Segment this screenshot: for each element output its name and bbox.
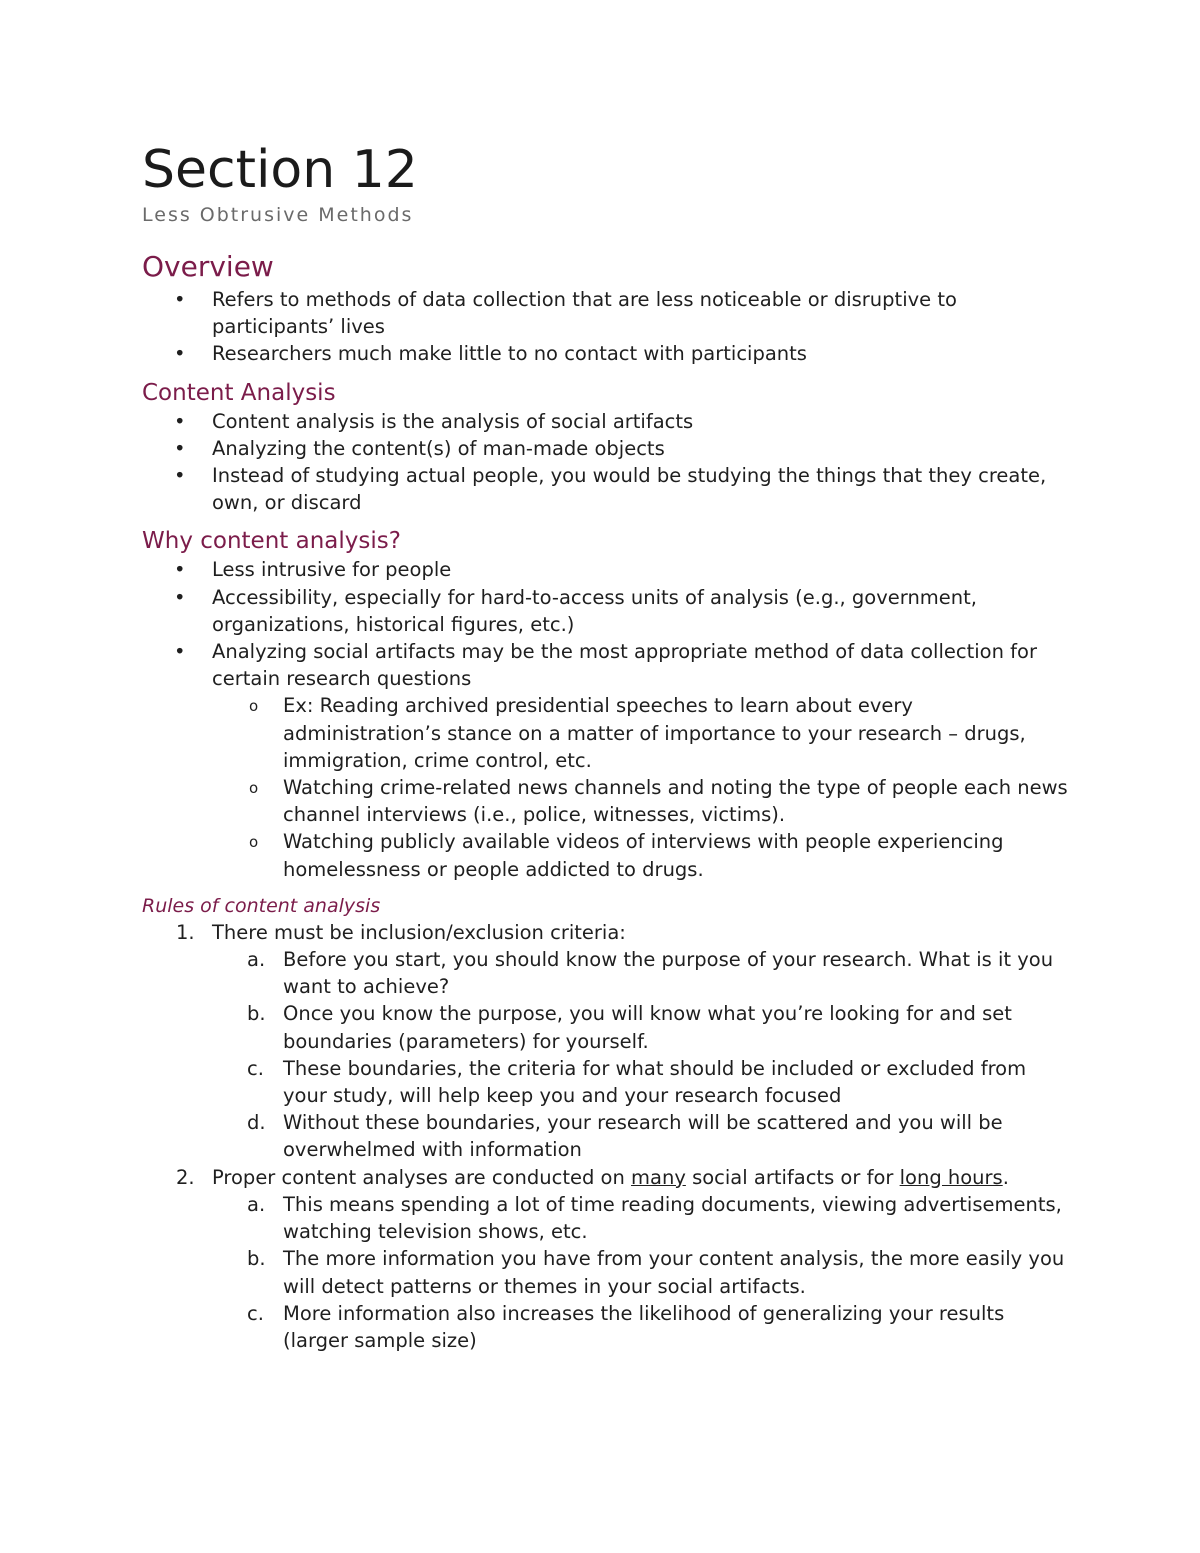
sub-rule-item (212, 1300, 1072, 1354)
sub-rule-letter: c. (247, 1056, 264, 1080)
list-item: • Refers to methods of data collection that are less noticeable or disruptive to participants’ lives (142, 286, 1072, 340)
rule-number: 1. (176, 920, 195, 944)
sub-rule-letter: b. (247, 1247, 266, 1271)
list-item: • Researchers much make little to no contact with participants (142, 340, 1072, 367)
rule-sub-list (212, 1191, 1072, 1354)
sub-rule-text: Before you start, you should know the purpose of your research. What is it you want to achieve? (283, 948, 1054, 999)
sub-rule-item (212, 946, 1072, 1000)
sub-rule-text: These boundaries, the criteria for what should be included or excluded from your study, will help keep you and your research focused (283, 1056, 1027, 1108)
list-item (142, 638, 1072, 883)
why-list (142, 556, 1072, 882)
sub-rule-text: This means spending a lot of time reading documents, viewing advertisements, watching television shows, etc. (283, 1192, 1062, 1244)
list-item: • Instead of studying actual people, you would be studying the things that they create, own, or discard (142, 462, 1072, 516)
rule-text-part: social artifacts or for (685, 1165, 900, 1189)
rule-text-part: . (1002, 1165, 1009, 1189)
list-item: • Accessibility, especially for hard-to-access units of analysis (e.g., government, organizations, historical figures, etc.) (142, 584, 1072, 638)
rule-text-part: Proper content analyses are conducted on (212, 1165, 632, 1189)
sub-rule-text: The more information you have from your content analysis, the more easily you will detect patterns or themes in your social artifacts. (283, 1247, 1065, 1298)
sub-rule-item (212, 1191, 1072, 1245)
rules-heading: Rules of content analysis (142, 894, 381, 917)
page-subtitle: Less Obtrusive Methods (142, 204, 414, 226)
rule-text: There must be inclusion/exclusion criteria: (212, 920, 626, 944)
sub-rule-text: Without these boundaries, your research will be scattered and you will be overwhelmed with information (283, 1111, 1003, 1162)
sub-rule-letter: d. (247, 1111, 266, 1135)
rule-item (142, 1164, 1072, 1354)
content-analysis-list (142, 408, 1072, 517)
rules-list (142, 919, 1072, 1354)
sub-rule-item (212, 1245, 1072, 1299)
sub-list-item: o Watching publicly available videos of interviews with people experiencing homelessness or people addicted to drugs. (212, 828, 1072, 882)
list-item-text: Analyzing social artifacts may be the most appropriate method of data collection for certain research questions (212, 640, 1037, 691)
sub-rule-item (212, 1055, 1072, 1109)
sub-rule-text: Once you know the purpose, you will know what you’re looking for and set boundaries (parameters) for yourself. (283, 1002, 1012, 1053)
why-content-analysis-heading: Why content analysis? (142, 528, 401, 555)
sub-rule-letter: c. (247, 1301, 264, 1325)
sub-rule-text: More information also increases the likelihood of generalizing your results (larger sample size) (283, 1301, 1005, 1352)
overview-list (142, 286, 1072, 368)
rule-item (142, 919, 1072, 1164)
list-item: • Less intrusive for people (142, 556, 1072, 583)
underlined-text: many (631, 1165, 686, 1189)
sub-list-item: o Ex: Reading archived presidential speeches to learn about every administration’s stance on a matter of importance to your research – drugs, immigration, crime control, etc. (212, 692, 1072, 774)
underlined-text: long hours (899, 1165, 1003, 1189)
sub-rule-letter: a. (247, 948, 266, 972)
sub-rule-letter: a. (247, 1192, 266, 1216)
sub-rule-item (212, 1000, 1072, 1054)
content-analysis-heading: Content Analysis (142, 379, 336, 406)
sub-list-item: o Watching crime-related news channels and noting the type of people each news channel interviews (i.e., police, witnesses, victims). (212, 774, 1072, 828)
sub-rule-item (212, 1109, 1072, 1163)
document-page (142, 138, 1072, 1354)
examples-list (212, 692, 1072, 882)
list-item: • Analyzing the content(s) of man-made objects (142, 435, 1072, 462)
rule-sub-list (212, 946, 1072, 1164)
sub-rule-letter: b. (247, 1002, 266, 1026)
overview-heading: Overview (142, 250, 274, 283)
list-item: • Content analysis is the analysis of social artifacts (142, 408, 1072, 435)
page-title: Section 12 (142, 140, 418, 200)
rule-number: 2. (176, 1165, 195, 1189)
